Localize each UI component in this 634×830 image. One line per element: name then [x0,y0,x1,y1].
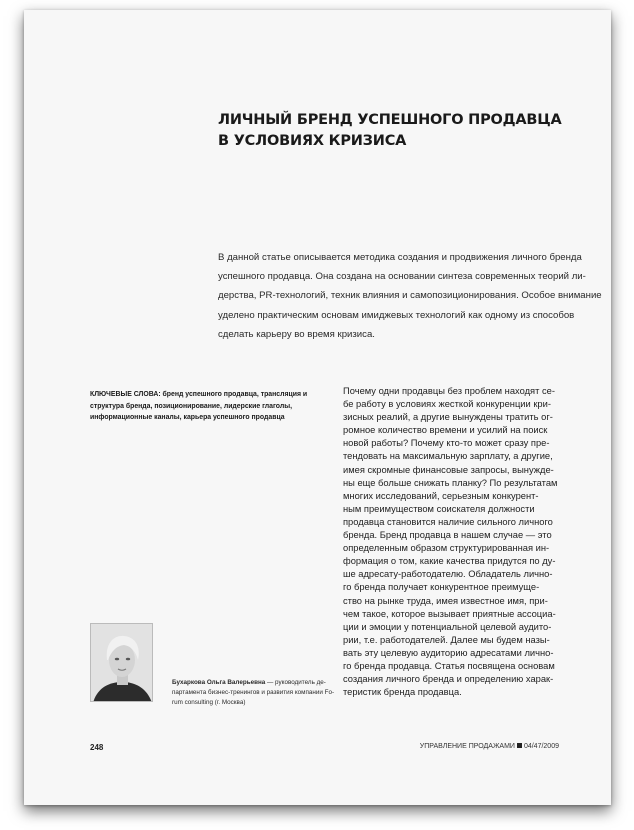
body-line: го бренда продавца. Статья посвящена основам [343,660,555,671]
author-name: Бухаркова Ольга Валерьевна [172,679,266,686]
issue-number: 04/47/2009 [523,743,559,750]
body-line: создания личного бренда и определению харак- [343,674,554,685]
article-body [343,385,583,699]
magazine-page [24,10,611,805]
author-role: — руководитель де- [265,679,326,686]
body-line: ше адресату-работодателю. Обладатель лично- [343,569,553,580]
keywords-block [90,389,340,424]
title-line: ЛИЧНЫЙ БРЕНД УСПЕШНОГО ПРОДАВЦА [218,112,562,128]
body-line: ции и эмоции у потенциальной целевой аудито- [343,621,552,632]
page-number: 248 [90,743,104,752]
keywords-line: КЛЮЧЕВЫЕ СЛОВА: бренд успешного продавца, трансляция и [90,391,308,398]
lead-line: В данной статье описывается методика создания и продвижения личного бренда [218,252,582,263]
body-line: формация о том, какие качества придутся по ду- [343,556,556,567]
running-footer [420,743,559,750]
body-line: ным преимуществом соискателя должности [343,503,535,514]
body-line: определенным образом структурированная ин- [343,543,550,554]
body-line: новой работы? Почему кто-то может сразу пре- [343,438,550,449]
author-role-line: rum consulting (г. Москва) [172,698,246,706]
lead-line: успешного продавца. Она создана на основании синтеза современных теорий ли- [218,271,586,283]
author-bio [172,678,357,707]
body-line: бренда. Бренд продавца в нашем случае — это [343,530,552,541]
body-line: чем такое, которое вызывает приятные ассоциа- [343,608,556,619]
author-portrait-image [91,624,153,702]
body-line: многих исследований, серьезным конкурент- [343,490,539,501]
keywords-line: информационные каналы, карьера успешного продавца [90,414,285,421]
body-line: го бренда получает конкурентное преимуще- [343,582,540,593]
article-title [218,110,578,152]
body-line: бе работу в условиях жесткой конкуренции кри- [343,399,551,410]
title-line: В УСЛОВИЯХ КРИЗИСА [218,133,407,149]
author-role-line: партамента бизнес-тренингов и развития компании Fo- [172,688,335,696]
body-line: ство на рынке труда, имея известное имя, при- [343,595,548,606]
body-line: тендовать на максимальную зарплату, а другие, [343,451,553,462]
body-line: зисных реалий, а другие вынуждены тратить ог- [343,412,553,423]
body-line: теристик бренда продавца. [343,687,462,698]
body-line: имея скромные финансовые запросы, вынужде- [343,464,554,475]
body-line: ны еще больше снижать планку? По результатам [343,477,558,488]
body-line: продавца становится наличие сильного личного [343,516,553,527]
square-bullet-icon [517,743,522,748]
article-lead [218,248,602,344]
lead-line: сделать карьеру во время кризиса. [218,328,375,340]
body-line: ромное количество времени и усилий на поиск [343,425,548,436]
lead-line: уделено практическим основам имиджевых технологий как одному из способов [218,309,575,321]
journal-name: УПРАВЛЕНИЕ ПРОДАЖАМИ [419,743,515,750]
body-line: рии, т.е. работодателей. Далее мы будем назы- [343,634,550,645]
lead-line: дерства, PR-технологий, техник влияния и самопозиционирования. Особое внимание [218,290,602,302]
author-photo [90,623,153,702]
body-line: Почему одни продавцы без проблем находят се- [343,386,555,396]
keywords-line: структура бренда, позиционирование, лидерские глаголы, [90,402,293,410]
body-line: вать эту целевую аудиторию адресатами лично- [343,647,554,658]
